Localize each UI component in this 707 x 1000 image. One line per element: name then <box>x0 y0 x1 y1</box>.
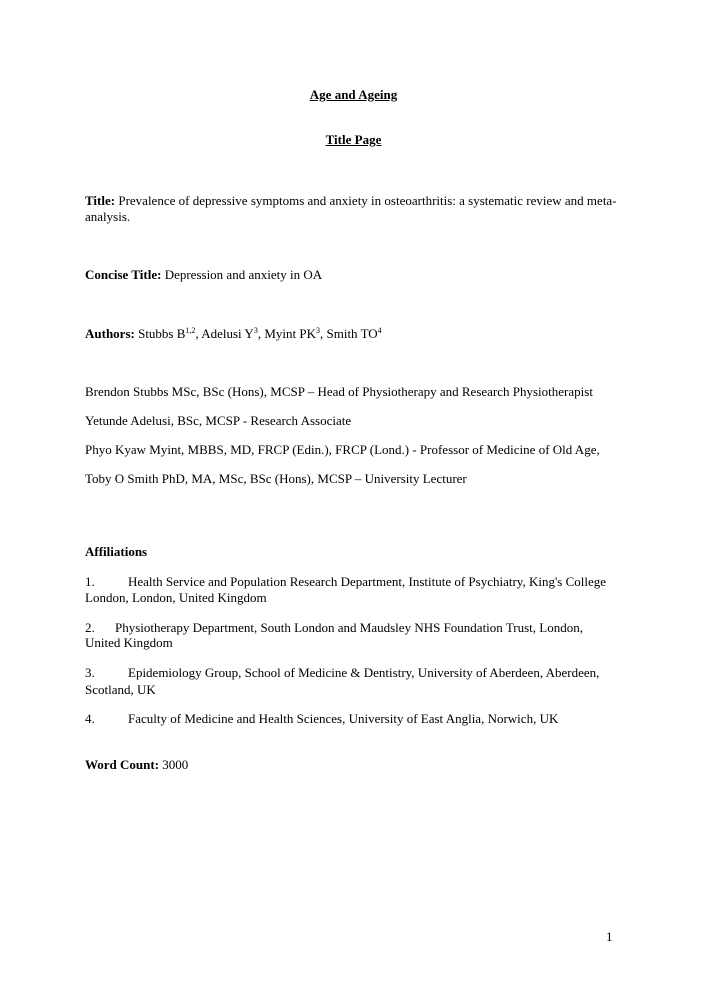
author-name: Stubbs B <box>138 326 186 341</box>
author-entry: Myint $PK^3$, <box>264 326 327 341</box>
author-affiliation-sup: 4 <box>377 326 382 335</box>
affiliation-number: 1. <box>85 574 95 589</box>
title-label: Title: <box>85 193 116 208</box>
page-heading: Title Page <box>325 132 382 147</box>
affiliation-item <box>85 665 599 681</box>
concise-title-label: Concise Title: <box>85 267 162 282</box>
author-detail: Yetunde Adelusi, BSc, MCSP - Research Associate <box>85 413 352 428</box>
affiliation-number: 2. <box>85 620 95 635</box>
author-name: Smith TO <box>326 326 378 341</box>
affiliation-number: 4. <box>85 711 95 726</box>
author-entry: Adelusi $Y^3$, <box>201 326 265 341</box>
author-detail: Phyo Kyaw Myint, MBBS, MD, FRCP (Edin.), FRCP (Lond.) - Professor of Medicine of Old Age, <box>85 442 600 457</box>
title-line-2: analysis. <box>85 209 131 224</box>
author-affiliation-sup: 3 <box>253 326 258 335</box>
affiliation-item <box>85 711 558 727</box>
affiliation-text: Faculty of Medicine and Health Sciences, University of East Anglia, Norwich, UK <box>128 711 559 726</box>
affiliation-text: Epidemiology Group, School of Medicine & Dentistry, University of Aberdeen, Aberdeen, <box>128 665 600 680</box>
author-entry <box>326 326 381 341</box>
word-count-value: 3000 <box>162 757 189 772</box>
affiliation-item-continued: London, London, United Kingdom <box>85 590 267 605</box>
word-count-label: Word Count: <box>85 757 160 772</box>
affiliation-text: Physiotherapy Department, South London and Maudsley NHS Foundation Trust, London, <box>115 620 583 635</box>
authors-line <box>85 326 382 342</box>
author-affiliation-sup: 1,2 <box>185 326 196 335</box>
page-number: 1 <box>606 929 613 944</box>
affiliation-item-continued: United Kingdom <box>85 635 173 650</box>
author-entry: Stubbs B$^{1,2}$, <box>138 326 202 341</box>
author-detail: Brendon Stubbs MSc, BSc (Hons), MCSP – Head of Physiotherapy and Research Physiotherapist <box>85 384 593 399</box>
affiliation-item <box>85 574 606 590</box>
affiliations-heading: Affiliations <box>85 544 148 559</box>
author-name: Adelusi Y <box>201 326 254 341</box>
word-count <box>85 757 188 773</box>
affiliation-item <box>85 620 583 636</box>
journal-name: Age and Ageing <box>309 87 398 102</box>
title-line-1 <box>85 193 617 209</box>
title-text: Prevalence of depressive symptoms and anxiety in osteoarthritis: a systematic review and meta- <box>118 193 617 208</box>
author-name: Myint PK <box>264 326 316 341</box>
authors-label: Authors: <box>85 326 135 341</box>
concise-title <box>85 267 322 283</box>
affiliation-item-continued: Scotland, UK <box>85 682 156 697</box>
affiliation-number: 3. <box>85 665 95 680</box>
affiliation-text: Health Service and Population Research Department, Institute of Psychiatry, King's College <box>128 574 607 589</box>
concise-title-text: Depression and anxiety in OA <box>164 267 323 282</box>
author-affiliation-sup: 3 <box>315 326 320 335</box>
author-detail: Toby O Smith PhD, MA, MSc, BSc (Hons), MCSP – University Lecturer <box>85 471 467 486</box>
